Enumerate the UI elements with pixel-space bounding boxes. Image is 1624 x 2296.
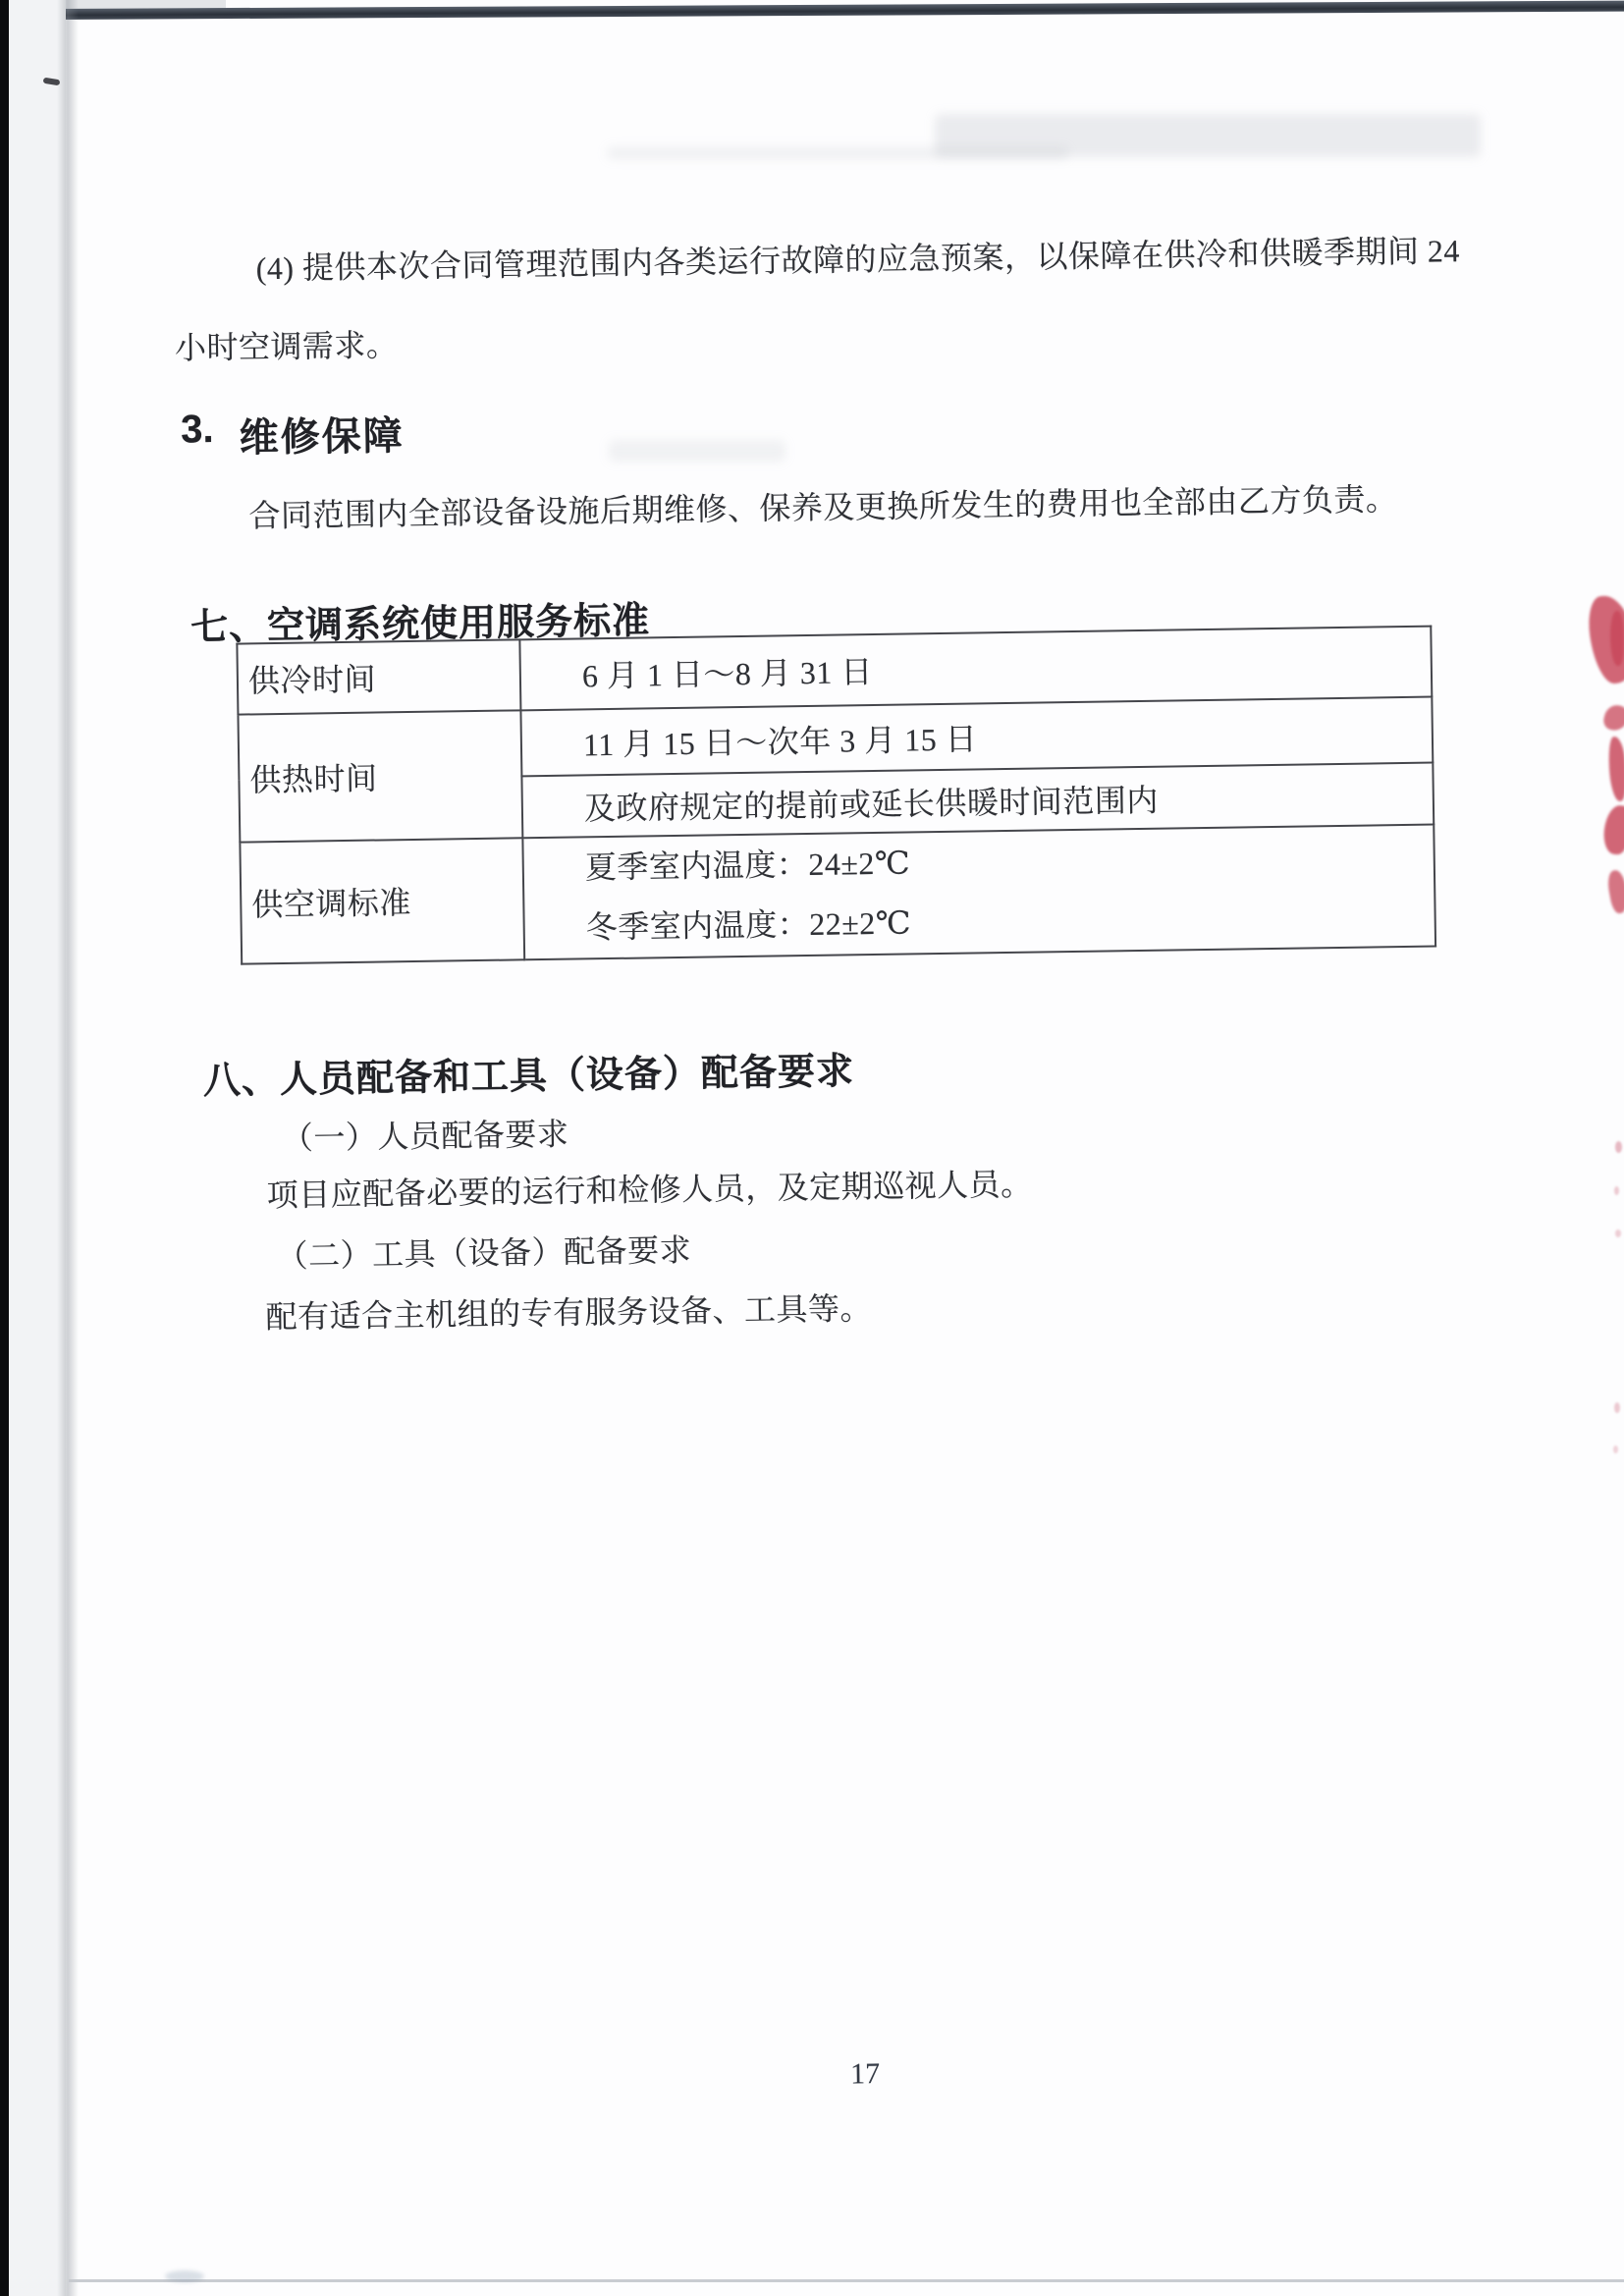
paragraph-4-line-2: 小时空调需求。 [174, 327, 399, 366]
table-cell-heating-period-label: 供热时间 [238, 710, 522, 842]
section-3-title: 维修保障 [239, 414, 405, 461]
table-cell-heating-period-value-2: 及政府规定的提前或延长供暖时间范围内 [521, 763, 1434, 839]
section-8-item-4: 配有适合主机组的专有服务设备、工具等。 [265, 1290, 873, 1336]
section-8-item-1: （一）人员配备要求 [281, 1116, 569, 1156]
section-3-heading [181, 405, 405, 464]
section-3-number: 3. [180, 407, 214, 452]
table-cell-ac-standard-label: 供空调标准 [240, 838, 524, 963]
section-8-item-3: （二）工具（设备）配备要求 [276, 1231, 692, 1275]
section-8-heading: 八、人员配备和工具（设备）配备要求 [202, 1051, 855, 1103]
winter-temperature: 冬季室内温度：22±2℃ [585, 904, 912, 946]
table-cell-ac-standard-value [522, 825, 1435, 960]
summer-temperature: 夏季室内温度：24±2℃ [584, 845, 911, 886]
table-row [240, 825, 1435, 964]
table-cell-cooling-period-value: 6 月 1 日～8 月 31 日 [519, 627, 1432, 711]
service-standard-table [236, 626, 1436, 965]
section-7-heading: 七、空调系统使用服务标准 [189, 600, 651, 649]
paragraph-4-line-1: (4) 提供本次合同管理范围内各类运行故障的应急预案，以保障在供冷和供暖季期间 24 [255, 233, 1461, 287]
section-3-body: 合同范围内全部设备设施后期维修、保养及更换所发生的费用也全部由乙方负责。 [248, 481, 1398, 534]
table-cell-cooling-period-label: 供冷时间 [237, 639, 520, 714]
table-cell-heating-period-value-1: 11 月 15 日～次年 3 月 15 日 [520, 697, 1433, 777]
page-number: 17 [849, 2057, 881, 2091]
section-8-item-2: 项目应配备必要的运行和检修人员，及定期巡视人员。 [266, 1166, 1033, 1214]
